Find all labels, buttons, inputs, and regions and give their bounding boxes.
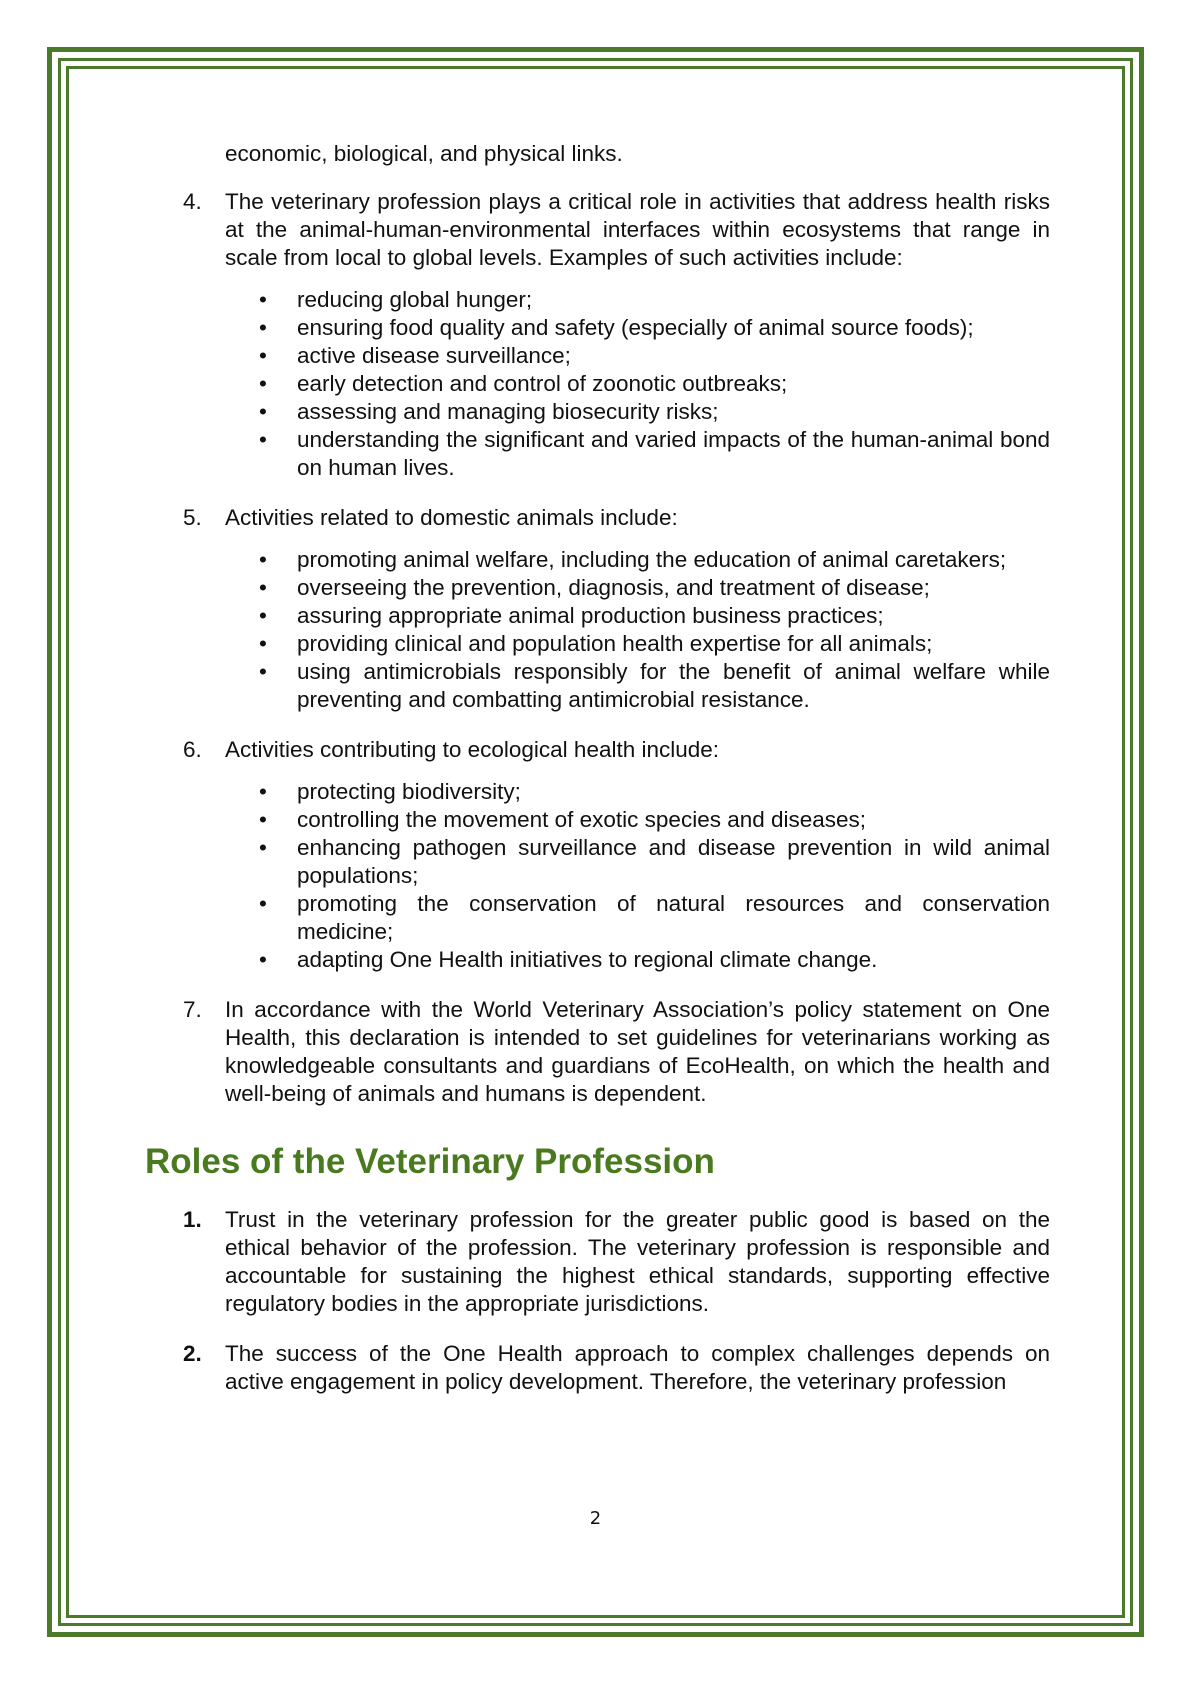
bullet-icon: • (259, 891, 267, 916)
bullet-icon: • (259, 631, 267, 656)
role-item-2 (145, 1340, 1050, 1396)
bullet-icon: • (259, 603, 267, 628)
bullet-icon: • (259, 947, 267, 972)
item-number: 4. (183, 189, 202, 214)
item-number: 2. (183, 1341, 202, 1366)
bullet-icon: • (259, 427, 267, 452)
item-number: 5. (183, 505, 202, 530)
list-item-5 (145, 504, 1050, 714)
bullet-icon: • (259, 779, 267, 804)
item-text: The success of the One Health approach to complex challenges depends on active engagement in policy development. Therefore, the veterinary profession (225, 1341, 1050, 1394)
bullet-item: • providing clinical and population health expertise for all animals; (225, 630, 1050, 658)
bullet-item: • enhancing pathogen surveillance and disease prevention in wild animal populations; (225, 834, 1050, 890)
item-text: Activities contributing to ecological health include: (225, 737, 720, 762)
bullet-item: • controlling the movement of exotic species and diseases; (225, 806, 1050, 834)
bullet-icon: • (259, 315, 267, 340)
bullet-icon: • (259, 575, 267, 600)
continued-text: economic, biological, and physical links. (225, 141, 623, 166)
bullet-item: • using antimicrobials responsibly for the benefit of animal welfare while preventing and combatting antimicrobial resistance. (225, 658, 1050, 714)
bullet-item: • adapting One Health initiatives to regional climate change. (225, 946, 1050, 974)
bullet-item: • active disease surveillance; (225, 342, 1050, 370)
bullet-item: • assuring appropriate animal production business practices; (225, 602, 1050, 630)
role-item-1 (145, 1206, 1050, 1318)
bullet-icon: • (259, 287, 267, 312)
item-text: In accordance with the World Veterinary Association’s policy statement on One Health, this declaration is intended to set guidelines for veterinarians working as knowledgeable consultants and guardians of EcoHealth, on which the health and well-being of animals and humans is dependent. (225, 997, 1050, 1106)
bullet-item: • assessing and managing biosecurity risks; (225, 398, 1050, 426)
item-number: 6. (183, 737, 202, 762)
bullet-item: • overseeing the prevention, diagnosis, and treatment of disease; (225, 574, 1050, 602)
section-heading: Roles of the Veterinary Profession (145, 1142, 715, 1181)
numbered-list (145, 188, 1050, 1108)
list-item-6 (145, 736, 1050, 974)
bullet-icon: • (259, 835, 267, 860)
list-item-4 (145, 188, 1050, 482)
bullet-item: • reducing global hunger; (225, 286, 1050, 314)
bullet-icon: • (259, 343, 267, 368)
bullet-icon: • (259, 547, 267, 572)
bullet-list (225, 286, 1050, 482)
item-text: Trust in the veterinary profession for the greater public good is based on the ethical behavior of the profession. The veterinary profession is responsible and accountable for sustaining the highest ethical standards, supporting effective regulatory bodies in the appropriate jurisdictions. (225, 1207, 1050, 1316)
roles-list (145, 1206, 1050, 1396)
bullet-icon: • (259, 399, 267, 424)
bullet-icon: • (259, 659, 267, 684)
bullet-item: • early detection and control of zoonotic outbreaks; (225, 370, 1050, 398)
bullet-item: • protecting biodiversity; (225, 778, 1050, 806)
item-text: The veterinary profession plays a critical role in activities that address health risks at the animal-human-environmental interfaces within ecosystems that range in scale from local to global levels. Examples of such activities include: (225, 189, 1050, 270)
page-number: 2 (589, 1508, 602, 1529)
bullet-item: • promoting animal welfare, including the education of animal caretakers; (225, 546, 1050, 574)
bullet-list (225, 546, 1050, 714)
bullet-icon: • (259, 807, 267, 832)
item-number: 7. (183, 997, 202, 1022)
page-content (145, 140, 1050, 1418)
bullet-item: • ensuring food quality and safety (especially of animal source foods); (225, 314, 1050, 342)
bullet-item: • promoting the conservation of natural resources and conservation medicine; (225, 890, 1050, 946)
item-text: Activities related to domestic animals include: (225, 505, 678, 530)
bullet-item: • understanding the significant and varied impacts of the human-animal bond on human lives. (225, 426, 1050, 482)
list-item-7 (145, 996, 1050, 1108)
bullet-icon: • (259, 371, 267, 396)
item-number: 1. (183, 1207, 202, 1232)
bullet-list (225, 778, 1050, 974)
